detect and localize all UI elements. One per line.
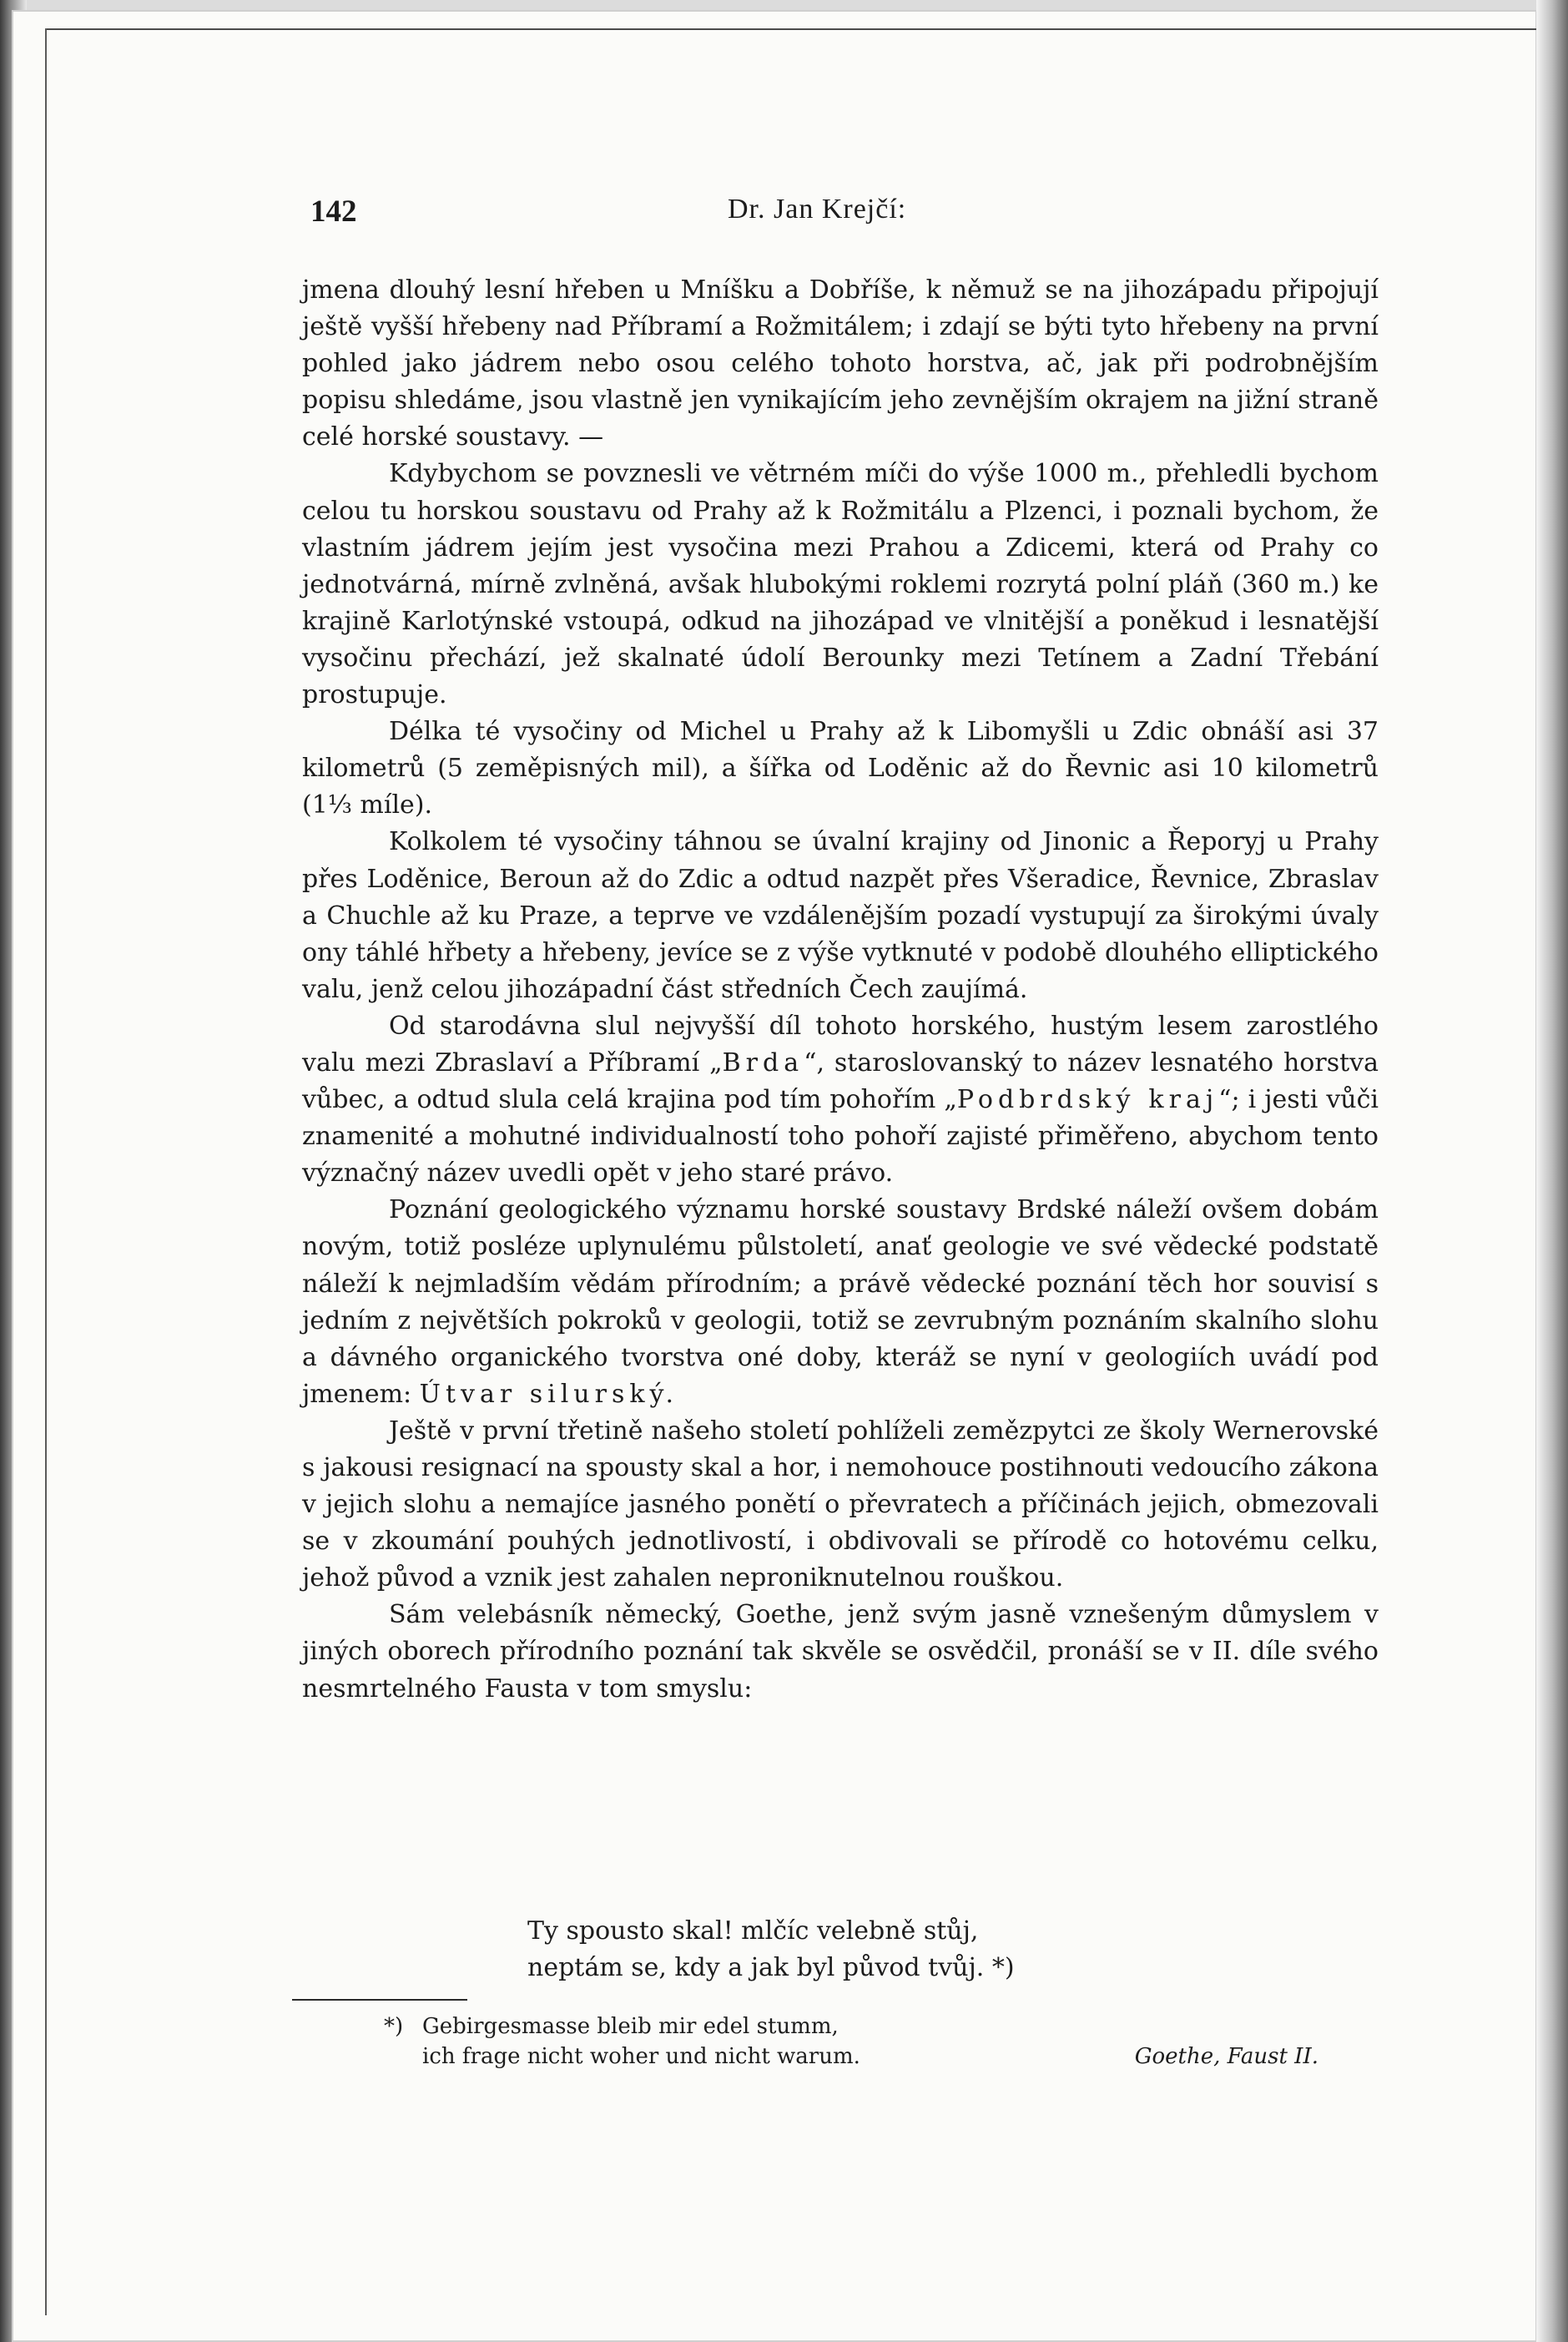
page-right-edge xyxy=(1536,0,1568,2342)
paragraph-5-text-a: Od starodávna slul nejvyšší díl tohoto horského, hustým lesem zarostlého valu mezi Zbraslaví a Příbramí „ xyxy=(302,1011,1379,1078)
paragraph-6-text: Poznání geologického významu horské soustavy Brdské náleží ovšem dobám novým, totiž posléze uplynulému půlstoletí, anať geologie ve své vědecké podstatě náleží k nejmladším vědám přírodním; a právě vědecké poznání těch hor souvisí s jedním z největších pokroků v geologii, totiž se zevrubným poznáním skalního slohu a dávného organického tvorstva oné doby, kteráž se nyní v geologiích uvádí pod jmenem: xyxy=(302,1195,1379,1409)
footnote-citation: Goethe, Faust II. xyxy=(1134,2044,1318,2069)
verse-quote xyxy=(527,1913,1362,1986)
footnote-line-1 xyxy=(384,2011,1318,2042)
paragraph-4: Kolkolem té vysočiny táhnou se úvalní krajiny od Jinonic a Řeporyj u Prahy přes Loděnice, Beroun až do Zdic a odtud nazpět přes Všeradice, Řevnice, Zbraslav a Chuchle až ku Praze, a teprve ve vzdálenějším pozadí vystupují za širokými úvaly ony táhlé hřbety a hřebeny, jevíce se z výše vytknuté v podobě dlouhého elliptického valu, jenž celou jihozápadní část středních Čech zaujímá. xyxy=(302,827,1379,1004)
page-header xyxy=(310,194,1395,244)
paragraph-5-text-b: “, staroslovanský to název lesnatého horstva vůbec, a odtud slula celá krajina pod tím pohořím „ xyxy=(302,1047,1379,1115)
scan-top-border xyxy=(47,28,1536,30)
paragraph-2: Kdybychom se povznesli ve větrném míči do výše 1000 m., přehledli bychom celou tu horskou soustavu od Prahy až k Rožmitálu a Plzenci, i poznali bychom, že vlastním jádrem jejím jest vysočina mezi Prahou a Zdicemi, která od Prahy co jednotvárná, mírně zvlněná, avšak hlubokými roklemi rozrytá polní pláň (360 m.) ke krajině Karlotýnské vstoupá, odkud na jihozápad ve vlnitější a poněkud i lesnatější vysočinu přechází, jež skalnaté údolí Berounky mezi Tetínem a Zadní Třebání prostupuje. xyxy=(302,459,1379,710)
paragraph-6 xyxy=(302,1192,1379,1413)
body-text xyxy=(302,272,1379,1708)
paragraph-5-text-c: “; i jesti vůči znamenité a mohutné individualností toho pohoří zajisté přiměřeno, abychom tento význačný název uvedli opět v jeho staré právo. xyxy=(302,1085,1379,1189)
footnote-text-1: Gebirgesmasse bleib mir edel stumm, xyxy=(422,2014,839,2039)
footnote-mark: *) xyxy=(384,2014,404,2039)
spaced-term-utvar-silursky: Útvar silurský. xyxy=(419,1379,679,1409)
paragraph-8: Sám velebásník německý, Goethe, jenž svým jasně vznešeným důmyslem v jiných oborech přírodního poznání tak skvěle se osvědčil, pronáší se v II. díle svého nesmrtelného Fausta v tom smyslu: xyxy=(302,1600,1379,1704)
paragraph-1: jmena dlouhý lesní hřeben u Mníšku a Dobříše, k němuž se na jihozápadu připojují ještě vyšší hřebeny nad Příbramí a Rožmitálem; i zdají se býti tyto hřebeny na první pohled jako jádrem nebo osou celého tohoto horstva, ač, jak při podrobnějším popisu shledáme, jsou vlastně jen vynikajícím jeho zevnějším okrajem na jižní straně celé horské soustavy. — xyxy=(302,275,1379,452)
scan-left-border xyxy=(45,28,47,2315)
verse-line-1: Ty spousto skal! mlčíc velebně stůj, xyxy=(527,1916,979,1946)
footnote xyxy=(384,2011,1318,2072)
paragraph-7: Ještě v první třetině našeho století pohlíželi zemězpytci ze školy Wernerovské s jakousi resignací na spousty skal a hor, i nemohouce postihnouti vedoucího zákona v jejich slohu a nemajíce jasného ponětí o převratech a příčinách jejich, obmezovali se v zkoumání pouhých jednotlivostí, i obdivovali se přírodě co hotovému celku, jehož původ a vznik jest zahalen neproniknutelnou rouškou. xyxy=(302,1416,1379,1593)
paragraph-5 xyxy=(302,1008,1379,1192)
spaced-term-brda: Brda xyxy=(722,1047,804,1078)
running-head: Dr. Jan Krejčí: xyxy=(728,194,907,225)
page-number: 142 xyxy=(310,194,357,229)
spaced-term-podbrdsky-kraj: Podbrdský kraj xyxy=(956,1085,1219,1115)
footnote-separator xyxy=(292,1999,467,2001)
verse-line-2: neptám se, kdy a jak byl původ tvůj. *) xyxy=(527,1953,1015,1982)
footnote-text-2: ich frage nicht woher und nicht warum. xyxy=(422,2044,860,2069)
paragraph-3: Délka té vysočiny od Michel u Prahy až k Libomyšli u Zdic obnáší asi 37 kilometrů (5 zeměpisných mil), a šířka od Loděnic až do Řevnic asi 10 kilometrů (1⅓ míle). xyxy=(302,717,1379,820)
